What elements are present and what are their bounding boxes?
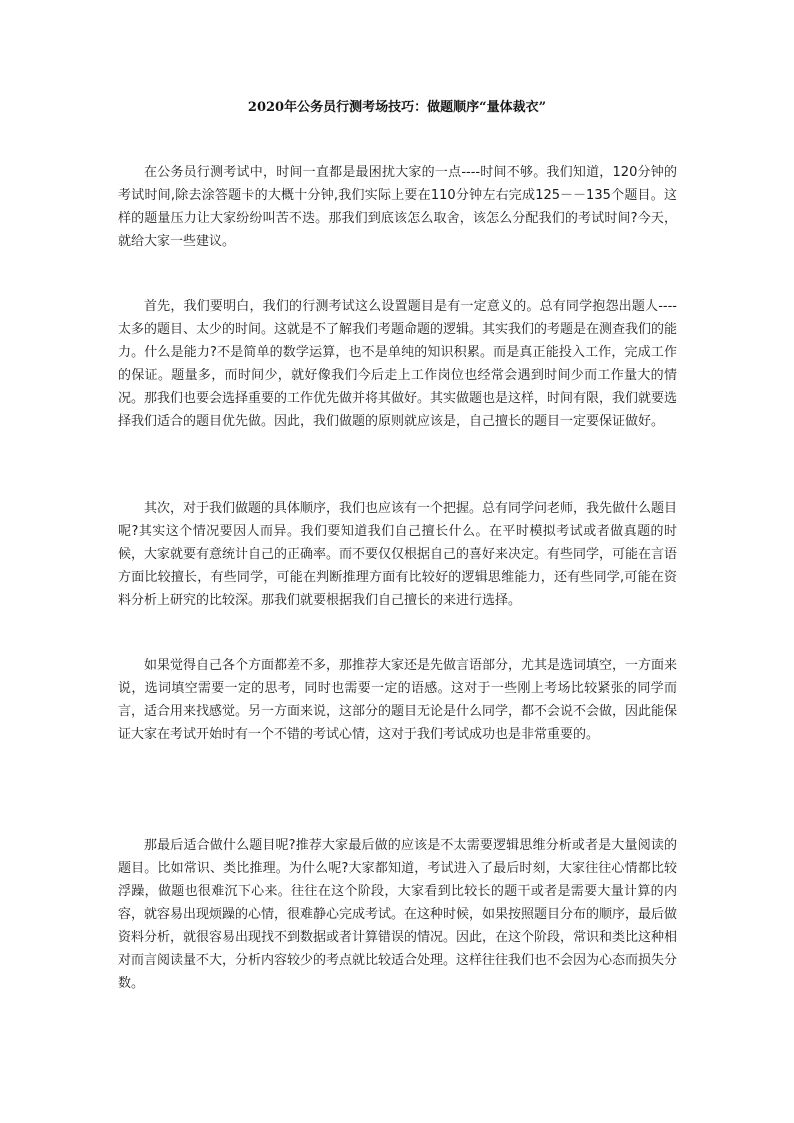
paragraph-question-design: 首先，我们要明白，我们的行测考试这么设置题目是有一定意义的。总有同学抱怨出题人----太多的题目、太少的时间。这就是不了解我们考题命题的逻辑。其实我们的考题是在测查我们的能力。什么是能力?不是简单的数学运算，也不是单纯的知识积累。而是真正能投入工作，完成工作的保证。题量多，而时间少，就好像我们今后走上工作岗位也经常会遇到时间少而工作量大的情况。那我们也要会选择重要的工作优先做并将其做好。其实做题也是这样，时间有限，我们就要选择我们适合的题目优先做。因此，我们做题的原则就应该是，自己擅长的题目一定要保证做好。 [118, 299, 678, 429]
paragraph-answer-order: 其次，对于我们做题的具体顺序，我们也应该有一个把握。总有同学问老师，我先做什么题目呢?其实这个情况要因人而异。我们要知道我们自己擅长什么。在平时模拟考试或者做真题的时候，大家就要有意统计自己的正确率。而不要仅仅根据自己的喜好来决定。有些同学，可能在言语方面比较擅长，有些同学，可能在判断推理方面有比较好的逻辑思维能力，还有些同学,可能在资料分析上研究的比较深。那我们就要根据我们自己擅长的来进行选择。 [118, 501, 678, 608]
document-title: 2020年公务员行测考场技巧：做题顺序“量体裁衣” [247, 100, 547, 115]
paragraph-time-pressure: 在公务员行测考试中，时间一直都是最困扰大家的一点----时间不够。我们知道，120分钟的考试时间,除去涂答题卡的大概十分钟,我们实际上要在110分钟左右完成125－－135个题目。这样的题量压力让大家纷纷叫苦不迭。那我们到底该怎么取舍，该怎么分配我们的考试时间?今天，就给大家一些建议。 [118, 165, 677, 249]
paragraph-finish-with-common-sense: 那最后适合做什么题目呢?推荐大家最后做的应该是不太需要逻辑思维分析或者是大量阅读的题目。比如常识、类比推理。为什么呢?大家都知道，考试进入了最后时刻，大家往往心情都比较浮躁，做题也很难沉下心来。往往在这个阶段，大家看到比较长的题干或者是需要大量计算的内容，就容易出现烦躁的心情，很难静心完成考试。在这种时候，如果按照题目分布的顺序，最后做资料分析，就很容易出现找不到数据或者计算错误的情况。因此，在这个阶段，常识和类比这种相对而言阅读量不大，分析内容较少的考点就比较适合处理。这样往往我们也不会因为心态而损失分数。 [118, 838, 678, 991]
paragraph-start-with-verbal: 如果觉得自己各个方面都差不多，那推荐大家还是先做言语部分，尤其是选词填空，一方面来说，选词填空需要一定的思考，同时也需要一定的语感。这对于一些刚上考场比较紧张的同学而言，适合用来找感觉。另一方面来说，这部分的题目无论是什么同学，都不会说不会做，因此能保证大家在考试开始时有一个不错的考试心情，这对于我们考试成功也是非常重要的。 [118, 658, 678, 742]
